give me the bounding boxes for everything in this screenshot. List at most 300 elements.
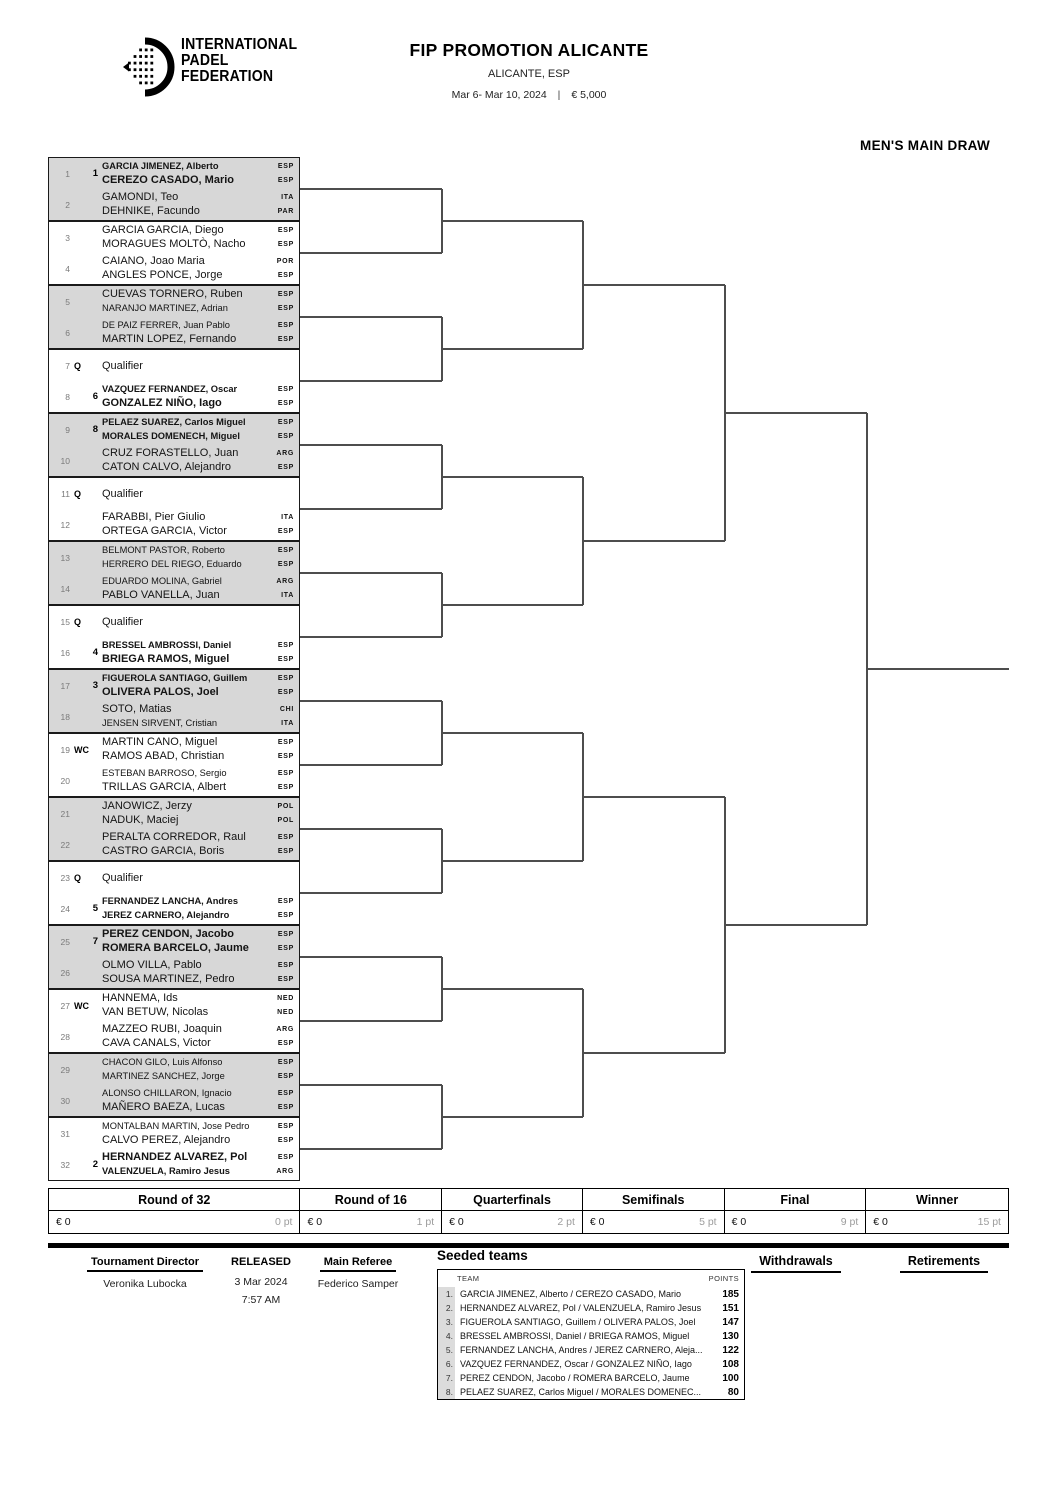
bracket-entry xyxy=(49,222,299,253)
entry-countries xyxy=(261,959,299,986)
entry-position: 27 xyxy=(60,1000,70,1011)
player-name: GAMONDI, Teo xyxy=(102,191,179,203)
entry-names xyxy=(98,1023,261,1050)
entry-names xyxy=(98,255,261,282)
country-code: ESP xyxy=(277,322,294,329)
country-code: ESP xyxy=(277,240,294,248)
bracket-pair xyxy=(48,797,300,861)
qualifier-label: Qualifier xyxy=(102,871,143,884)
player-name: VAN BETUW, Nicolas xyxy=(102,1005,209,1018)
player-name: CEREZO CASADO, Mario xyxy=(102,173,235,186)
round-column xyxy=(866,1189,1008,1233)
entry-number-column xyxy=(49,1129,83,1139)
player-name: CATON CALVO, Alejandro xyxy=(102,460,231,473)
qualifier-label: Qualifier xyxy=(102,487,143,500)
entry-number-column xyxy=(49,1065,83,1075)
entry-position: 17 xyxy=(60,680,70,691)
round-prize: € 0 xyxy=(449,1216,464,1228)
round-column xyxy=(49,1189,300,1233)
country-code: ESP xyxy=(277,1154,294,1161)
entry-countries xyxy=(261,1151,299,1178)
player-name: JANOWICZ, Jerzy xyxy=(102,800,192,812)
seeded-rank: 5. xyxy=(438,1343,455,1357)
bracket-entry xyxy=(49,414,299,445)
round-points: 1 pt xyxy=(416,1216,435,1228)
entry-seed: 6 xyxy=(92,391,98,402)
seeded-team: BRESSEL AMBROSSI, Daniel / BRIEGA RAMOS, Miguel xyxy=(460,1331,690,1341)
entry-position: 25 xyxy=(60,936,70,947)
entry-position: 3 xyxy=(65,232,70,243)
player-name: MONTALBAN MARTIN, Jose Pedro xyxy=(102,1121,250,1131)
country-code: ESP xyxy=(277,419,294,426)
entry-position: 16 xyxy=(60,647,70,658)
country-code: ESP xyxy=(277,752,294,760)
entry-number-column xyxy=(49,809,83,819)
seeded-team-row xyxy=(438,1301,744,1315)
country-code: ITA xyxy=(281,514,294,521)
entry-countries xyxy=(261,1087,299,1114)
qualifier-label: Qualifier xyxy=(102,615,143,628)
country-code: ESP xyxy=(277,463,294,471)
entry-badge: Q xyxy=(74,360,82,371)
main-referee-block xyxy=(308,1252,408,1290)
player-name: TRILLAS GARCIA, Albert xyxy=(102,780,227,793)
country-code: ESP xyxy=(277,834,294,841)
country-code: ARG xyxy=(276,1026,294,1033)
country-code: ESP xyxy=(277,944,294,952)
entry-position: 21 xyxy=(60,808,70,819)
player-name: CHACON GILO, Luis Alfonso xyxy=(102,1057,223,1067)
bracket-entry xyxy=(49,765,299,796)
seeded-rank: 2. xyxy=(438,1301,455,1315)
bracket-entry xyxy=(49,350,299,381)
entry-names xyxy=(98,895,261,922)
entry-number-column xyxy=(49,489,83,499)
country-code: ESP xyxy=(277,547,294,554)
player-name: PEREZ CENDON, Jacobo xyxy=(102,928,235,940)
player-name: BELMONT PASTOR, Roberto xyxy=(102,545,225,555)
bracket-entry xyxy=(49,862,299,893)
entry-countries xyxy=(261,992,299,1019)
country-code: ESP xyxy=(277,399,294,407)
seeded-rank: 8. xyxy=(438,1385,455,1399)
country-code: ESP xyxy=(277,163,294,170)
entry-countries xyxy=(261,416,299,443)
bracket-pair xyxy=(48,989,300,1053)
released-time: 7:57 AM xyxy=(241,1294,281,1306)
bracket-pair xyxy=(48,541,300,605)
entry-number-column xyxy=(49,297,83,307)
entry-countries xyxy=(261,383,299,410)
seeded-rows xyxy=(438,1287,744,1399)
player-name: MAZZEO RUBI, Joaquin xyxy=(102,1023,222,1035)
entry-position: 7 xyxy=(65,360,70,371)
entry-position: 18 xyxy=(60,711,70,722)
player-name: CAIANO, Joao Maria xyxy=(102,255,205,267)
entry-names xyxy=(98,831,261,858)
seeded-team: FIGUEROLA SANTIAGO, Guillem / OLIVERA PALOS, Joel xyxy=(460,1317,696,1327)
player-name: VALENZUELA, Ramiro Jesus xyxy=(102,1165,230,1176)
player-name: CASTRO GARCIA, Boris xyxy=(102,844,225,857)
player-name: OLMO VILLA, Pablo xyxy=(102,959,202,971)
entry-names xyxy=(98,447,261,474)
entry-names xyxy=(98,288,261,315)
player-name: VAZQUEZ FERNANDEZ, Oscar xyxy=(102,384,238,394)
entry-countries xyxy=(261,575,299,602)
entry-position: 31 xyxy=(60,1128,70,1139)
logo-line-3: FEDERATION xyxy=(181,68,274,85)
entry-number-column xyxy=(49,873,83,883)
player-name: JEREZ CARNERO, Alejandro xyxy=(102,909,230,920)
round-column xyxy=(725,1189,867,1233)
entry-names xyxy=(98,416,261,443)
entry-names xyxy=(98,224,261,251)
entry-number-column xyxy=(49,840,83,850)
country-code: ESP xyxy=(277,931,294,938)
country-code: ESP xyxy=(277,527,294,535)
country-code: ESP xyxy=(277,847,294,855)
bracket-pair xyxy=(48,157,300,221)
bracket-entry xyxy=(49,637,299,668)
seeded-team-row xyxy=(438,1371,744,1385)
entry-names xyxy=(98,736,261,763)
entry-names xyxy=(98,1151,261,1178)
player-name: ANGLES PONCE, Jorge xyxy=(102,268,223,281)
bracket-entry xyxy=(49,1085,299,1116)
entry-countries xyxy=(261,831,299,858)
country-code: ESP xyxy=(277,1039,294,1047)
bracket-entry xyxy=(49,734,299,765)
round-name: Winner xyxy=(866,1189,1008,1211)
withdrawals-block xyxy=(744,1252,848,1273)
player-name: NADUK, Maciej xyxy=(102,813,179,826)
bracket-entry xyxy=(49,798,299,829)
entry-names xyxy=(98,1056,261,1083)
bracket-entry xyxy=(49,1021,299,1052)
entry-position: 11 xyxy=(61,488,70,499)
player-name: HANNEMA, Ids xyxy=(102,992,178,1004)
bracket-pair xyxy=(48,605,300,669)
entry-countries xyxy=(261,511,299,538)
round-points: 0 pt xyxy=(274,1216,293,1228)
bracket-pair xyxy=(48,1053,300,1117)
points-column-header: POINTS xyxy=(708,1274,739,1283)
entry-number-column xyxy=(49,520,83,530)
player-name: PELAEZ SUAREZ, Carlos Miguel xyxy=(102,417,246,427)
entry-number-column xyxy=(49,392,83,402)
entry-seed: 2 xyxy=(92,1159,98,1170)
entry-names xyxy=(98,488,261,500)
country-code: ITA xyxy=(281,591,294,599)
entry-seed: 8 xyxy=(92,424,98,435)
bracket-entry xyxy=(49,606,299,637)
player-name: SOUSA MARTINEZ, Pedro xyxy=(102,972,235,985)
seeded-team: VAZQUEZ FERNANDEZ, Oscar / GONZALEZ NIÑO, Iago xyxy=(460,1359,692,1369)
entry-seed: 5 xyxy=(92,903,98,914)
logo-line-2: PADEL xyxy=(181,52,229,69)
entry-position: 9 xyxy=(65,424,70,435)
main-referee-name: Federico Samper xyxy=(317,1278,399,1290)
entry-countries xyxy=(261,224,299,251)
entry-countries xyxy=(261,1120,299,1147)
country-code: ESP xyxy=(277,911,294,919)
player-name: ORTEGA GARCIA, Victor xyxy=(102,524,227,537)
bracket-entry xyxy=(49,381,299,412)
entry-names xyxy=(98,160,261,187)
bracket-entry xyxy=(49,478,299,509)
country-code: NED xyxy=(277,995,294,1002)
entry-names xyxy=(98,575,261,602)
logo-line-1: INTERNATIONAL xyxy=(181,36,298,53)
country-code: POR xyxy=(276,258,294,265)
entry-countries xyxy=(261,319,299,346)
event-header xyxy=(0,40,1058,101)
round-points: 9 pt xyxy=(840,1216,859,1228)
entry-number-column xyxy=(49,456,83,466)
seeded-points: 80 xyxy=(727,1386,739,1398)
entry-position: 20 xyxy=(60,775,70,786)
entry-position: 8 xyxy=(65,391,70,402)
country-code: POL xyxy=(277,816,294,824)
entry-number-column xyxy=(49,200,83,210)
player-name: DE PAIZ FERRER, Juan Pablo xyxy=(102,320,230,330)
player-name: BRESSEL AMBROSSI, Daniel xyxy=(102,640,232,650)
player-name: OLIVERA PALOS, Joel xyxy=(102,685,219,698)
entry-number-column xyxy=(49,1000,89,1011)
entry-number-column xyxy=(49,584,83,594)
round-column xyxy=(300,1189,442,1233)
entry-position: 23 xyxy=(60,872,70,883)
player-name: CALVO PEREZ, Alejandro xyxy=(102,1133,231,1146)
entry-names xyxy=(98,1120,261,1147)
entry-countries xyxy=(261,1023,299,1050)
player-name: MORALES DOMENECH, Miguel xyxy=(102,430,240,441)
retirements-label: Retirements xyxy=(900,1254,988,1273)
event-date-range: Mar 6- Mar 10, 2024 xyxy=(451,89,547,101)
round-name: Final xyxy=(725,1189,866,1211)
qualifier-label: Qualifier xyxy=(102,359,143,372)
country-code: ESP xyxy=(277,962,294,969)
country-code: ESP xyxy=(277,304,294,312)
round-points: 5 pt xyxy=(699,1216,717,1228)
bracket-entry xyxy=(49,1149,299,1180)
entry-names xyxy=(98,928,261,955)
player-name: NARANJO MARTINEZ, Adrian xyxy=(102,302,228,313)
seeded-points: 185 xyxy=(722,1288,739,1300)
seeded-team: HERNANDEZ ALVAREZ, Pol / VALENZUELA, Ramiro Jesus xyxy=(460,1303,702,1313)
entry-countries xyxy=(261,736,299,763)
entry-position: 24 xyxy=(60,903,70,914)
bracket-entry xyxy=(49,926,299,957)
bracket-pair xyxy=(48,669,300,733)
entry-number-column xyxy=(49,1032,83,1042)
entry-countries xyxy=(261,639,299,666)
country-code: CHI xyxy=(279,706,294,713)
entry-badge: Q xyxy=(74,872,82,883)
entry-number-column xyxy=(49,681,83,691)
entry-names xyxy=(98,319,261,346)
round-values xyxy=(866,1211,1008,1233)
country-code: ESP xyxy=(277,432,294,440)
bracket-pair xyxy=(48,221,300,285)
entry-position: 13 xyxy=(60,552,70,563)
player-name: FERNANDEZ LANCHA, Andres xyxy=(102,896,239,906)
round-name: Quarterfinals xyxy=(442,1189,582,1211)
seeded-team-row xyxy=(438,1329,744,1343)
player-name: BRIEGA RAMOS, Miguel xyxy=(102,652,230,665)
player-name: PERALTA CORREDOR, Raul xyxy=(102,831,246,843)
entry-position: 28 xyxy=(60,1031,70,1042)
bracket-entry xyxy=(49,445,299,476)
entry-countries xyxy=(261,928,299,955)
entry-number-column xyxy=(49,553,83,563)
country-code: ESP xyxy=(277,176,294,184)
bracket-entry xyxy=(49,990,299,1021)
entry-countries xyxy=(261,703,299,730)
entry-number-column xyxy=(49,233,83,243)
entry-position: 1 xyxy=(65,168,70,179)
round-prize: € 0 xyxy=(873,1216,888,1228)
player-name: EDUARDO MOLINA, Gabriel xyxy=(102,576,222,586)
player-name: ALONSO CHILLARON, Ignacio xyxy=(102,1088,232,1098)
player-name: PABLO VANELLA, Juan xyxy=(102,588,220,601)
seeded-teams-section xyxy=(437,1248,745,1400)
country-code: POL xyxy=(277,803,294,810)
seeded-team-row xyxy=(438,1287,744,1301)
round-prize: € 0 xyxy=(56,1216,71,1228)
bracket-entry xyxy=(49,317,299,348)
entry-number-column xyxy=(49,712,83,722)
country-code: ESP xyxy=(277,271,294,279)
bracket-pair xyxy=(48,925,300,989)
seeded-teams-title: Seeded teams xyxy=(437,1248,528,1263)
entry-seed: 4 xyxy=(92,647,98,658)
entry-number-column xyxy=(49,648,83,658)
entry-position: 12 xyxy=(60,519,70,530)
country-code: ESP xyxy=(277,1136,294,1144)
country-code: ESP xyxy=(277,655,294,663)
round-values xyxy=(300,1211,441,1233)
seeded-points: 100 xyxy=(722,1372,739,1384)
draw-title: MEN'S MAIN DRAW xyxy=(860,138,990,153)
entry-number-column xyxy=(49,328,83,338)
entry-badge: Q xyxy=(74,488,82,499)
entry-names xyxy=(98,544,261,571)
entry-position: 14 xyxy=(60,583,70,594)
entry-position: 5 xyxy=(65,296,70,307)
player-name: MARTINEZ SANCHEZ, Jorge xyxy=(102,1070,225,1081)
entry-position: 22 xyxy=(60,839,70,850)
entry-names xyxy=(98,1087,261,1114)
player-name: MARTIN LOPEZ, Fernando xyxy=(102,332,237,345)
entry-seed: 7 xyxy=(92,936,98,947)
entry-seed: 1 xyxy=(92,168,98,179)
player-name: FIGUEROLA SANTIAGO, Guillem xyxy=(102,673,248,683)
main-referee-label: Main Referee xyxy=(320,1256,396,1272)
country-code: ESP xyxy=(277,386,294,393)
entry-number-column xyxy=(49,169,83,179)
entry-badge: WC xyxy=(74,744,89,755)
seeded-rank: 4. xyxy=(438,1329,455,1343)
seeded-rank: 6. xyxy=(438,1357,455,1371)
entry-number-column xyxy=(49,904,83,914)
entry-names xyxy=(98,383,261,410)
entry-position: 19 xyxy=(60,744,70,755)
entry-countries xyxy=(261,288,299,315)
country-code: ESP xyxy=(277,335,294,343)
player-name: CRUZ FORASTELLO, Juan xyxy=(102,447,239,459)
entry-badge: WC xyxy=(74,1000,89,1011)
bracket-entry xyxy=(49,957,299,988)
bracket-pair xyxy=(48,1117,300,1181)
entry-position: 6 xyxy=(65,327,70,338)
player-name: HERNANDEZ ALVAREZ, Pol xyxy=(102,1151,248,1163)
player-name: MAÑERO BAEZA, Lucas xyxy=(102,1100,225,1113)
country-code: ITA xyxy=(281,719,294,727)
bracket-entry xyxy=(49,189,299,220)
seeded-team: GARCIA JIMENEZ, Alberto / CEREZO CASADO, Mario xyxy=(460,1289,682,1299)
seeded-teams-table xyxy=(437,1269,745,1400)
seeded-points: 130 xyxy=(722,1330,739,1342)
country-code: ESP xyxy=(277,291,294,298)
seeded-team: PEREZ CENDON, Jacobo / ROMERA BARCELO, Jaume xyxy=(460,1373,690,1383)
seeded-team: PELAEZ SUAREZ, Carlos Miguel / MORALES DOMENEC... xyxy=(460,1387,702,1397)
round-prize: € 0 xyxy=(307,1216,323,1228)
entry-number-column xyxy=(49,361,83,371)
country-code: ESP xyxy=(277,1103,294,1111)
entry-names xyxy=(98,616,261,628)
country-code: ESP xyxy=(277,1059,294,1066)
seeded-team: FERNANDEZ LANCHA, Andres / JEREZ CARNERO, Aleja... xyxy=(460,1345,703,1355)
country-code: PAR xyxy=(277,207,294,215)
round-name: Round of 16 xyxy=(300,1189,441,1211)
country-code: ESP xyxy=(277,560,294,568)
released-label: RELEASED xyxy=(231,1256,291,1268)
bracket-entry xyxy=(49,509,299,540)
country-code: ESP xyxy=(277,1072,294,1080)
rounds-table xyxy=(48,1188,1009,1234)
country-code: ESP xyxy=(277,783,294,791)
round-values xyxy=(49,1211,299,1233)
entry-number-column xyxy=(49,425,83,435)
seeded-points: 122 xyxy=(722,1344,739,1356)
player-name: JENSEN SIRVENT, Cristian xyxy=(102,717,218,728)
bracket-entry xyxy=(49,829,299,860)
seeded-table-header xyxy=(438,1270,744,1287)
entry-countries xyxy=(261,672,299,699)
entry-badge: Q xyxy=(74,616,82,627)
round-values xyxy=(583,1211,724,1233)
entry-position: 15 xyxy=(60,616,70,627)
country-code: ESP xyxy=(277,1090,294,1097)
bracket-pair xyxy=(48,733,300,797)
round-prize: € 0 xyxy=(731,1216,747,1228)
tournament-director-label: Tournament Director xyxy=(87,1256,203,1272)
player-name: CUEVAS TORNERO, Ruben xyxy=(102,288,243,300)
event-prize: € 5,000 xyxy=(571,89,607,101)
entry-names xyxy=(98,511,261,538)
entry-position: 30 xyxy=(60,1095,70,1106)
entry-names xyxy=(98,639,261,666)
bracket-pair xyxy=(48,285,300,349)
bracket-entry xyxy=(49,670,299,701)
entry-countries xyxy=(261,800,299,827)
entry-names xyxy=(98,767,261,794)
entry-names xyxy=(98,360,261,372)
country-code: ESP xyxy=(277,975,294,983)
country-code: ESP xyxy=(277,675,294,682)
entry-position: 26 xyxy=(60,967,70,978)
